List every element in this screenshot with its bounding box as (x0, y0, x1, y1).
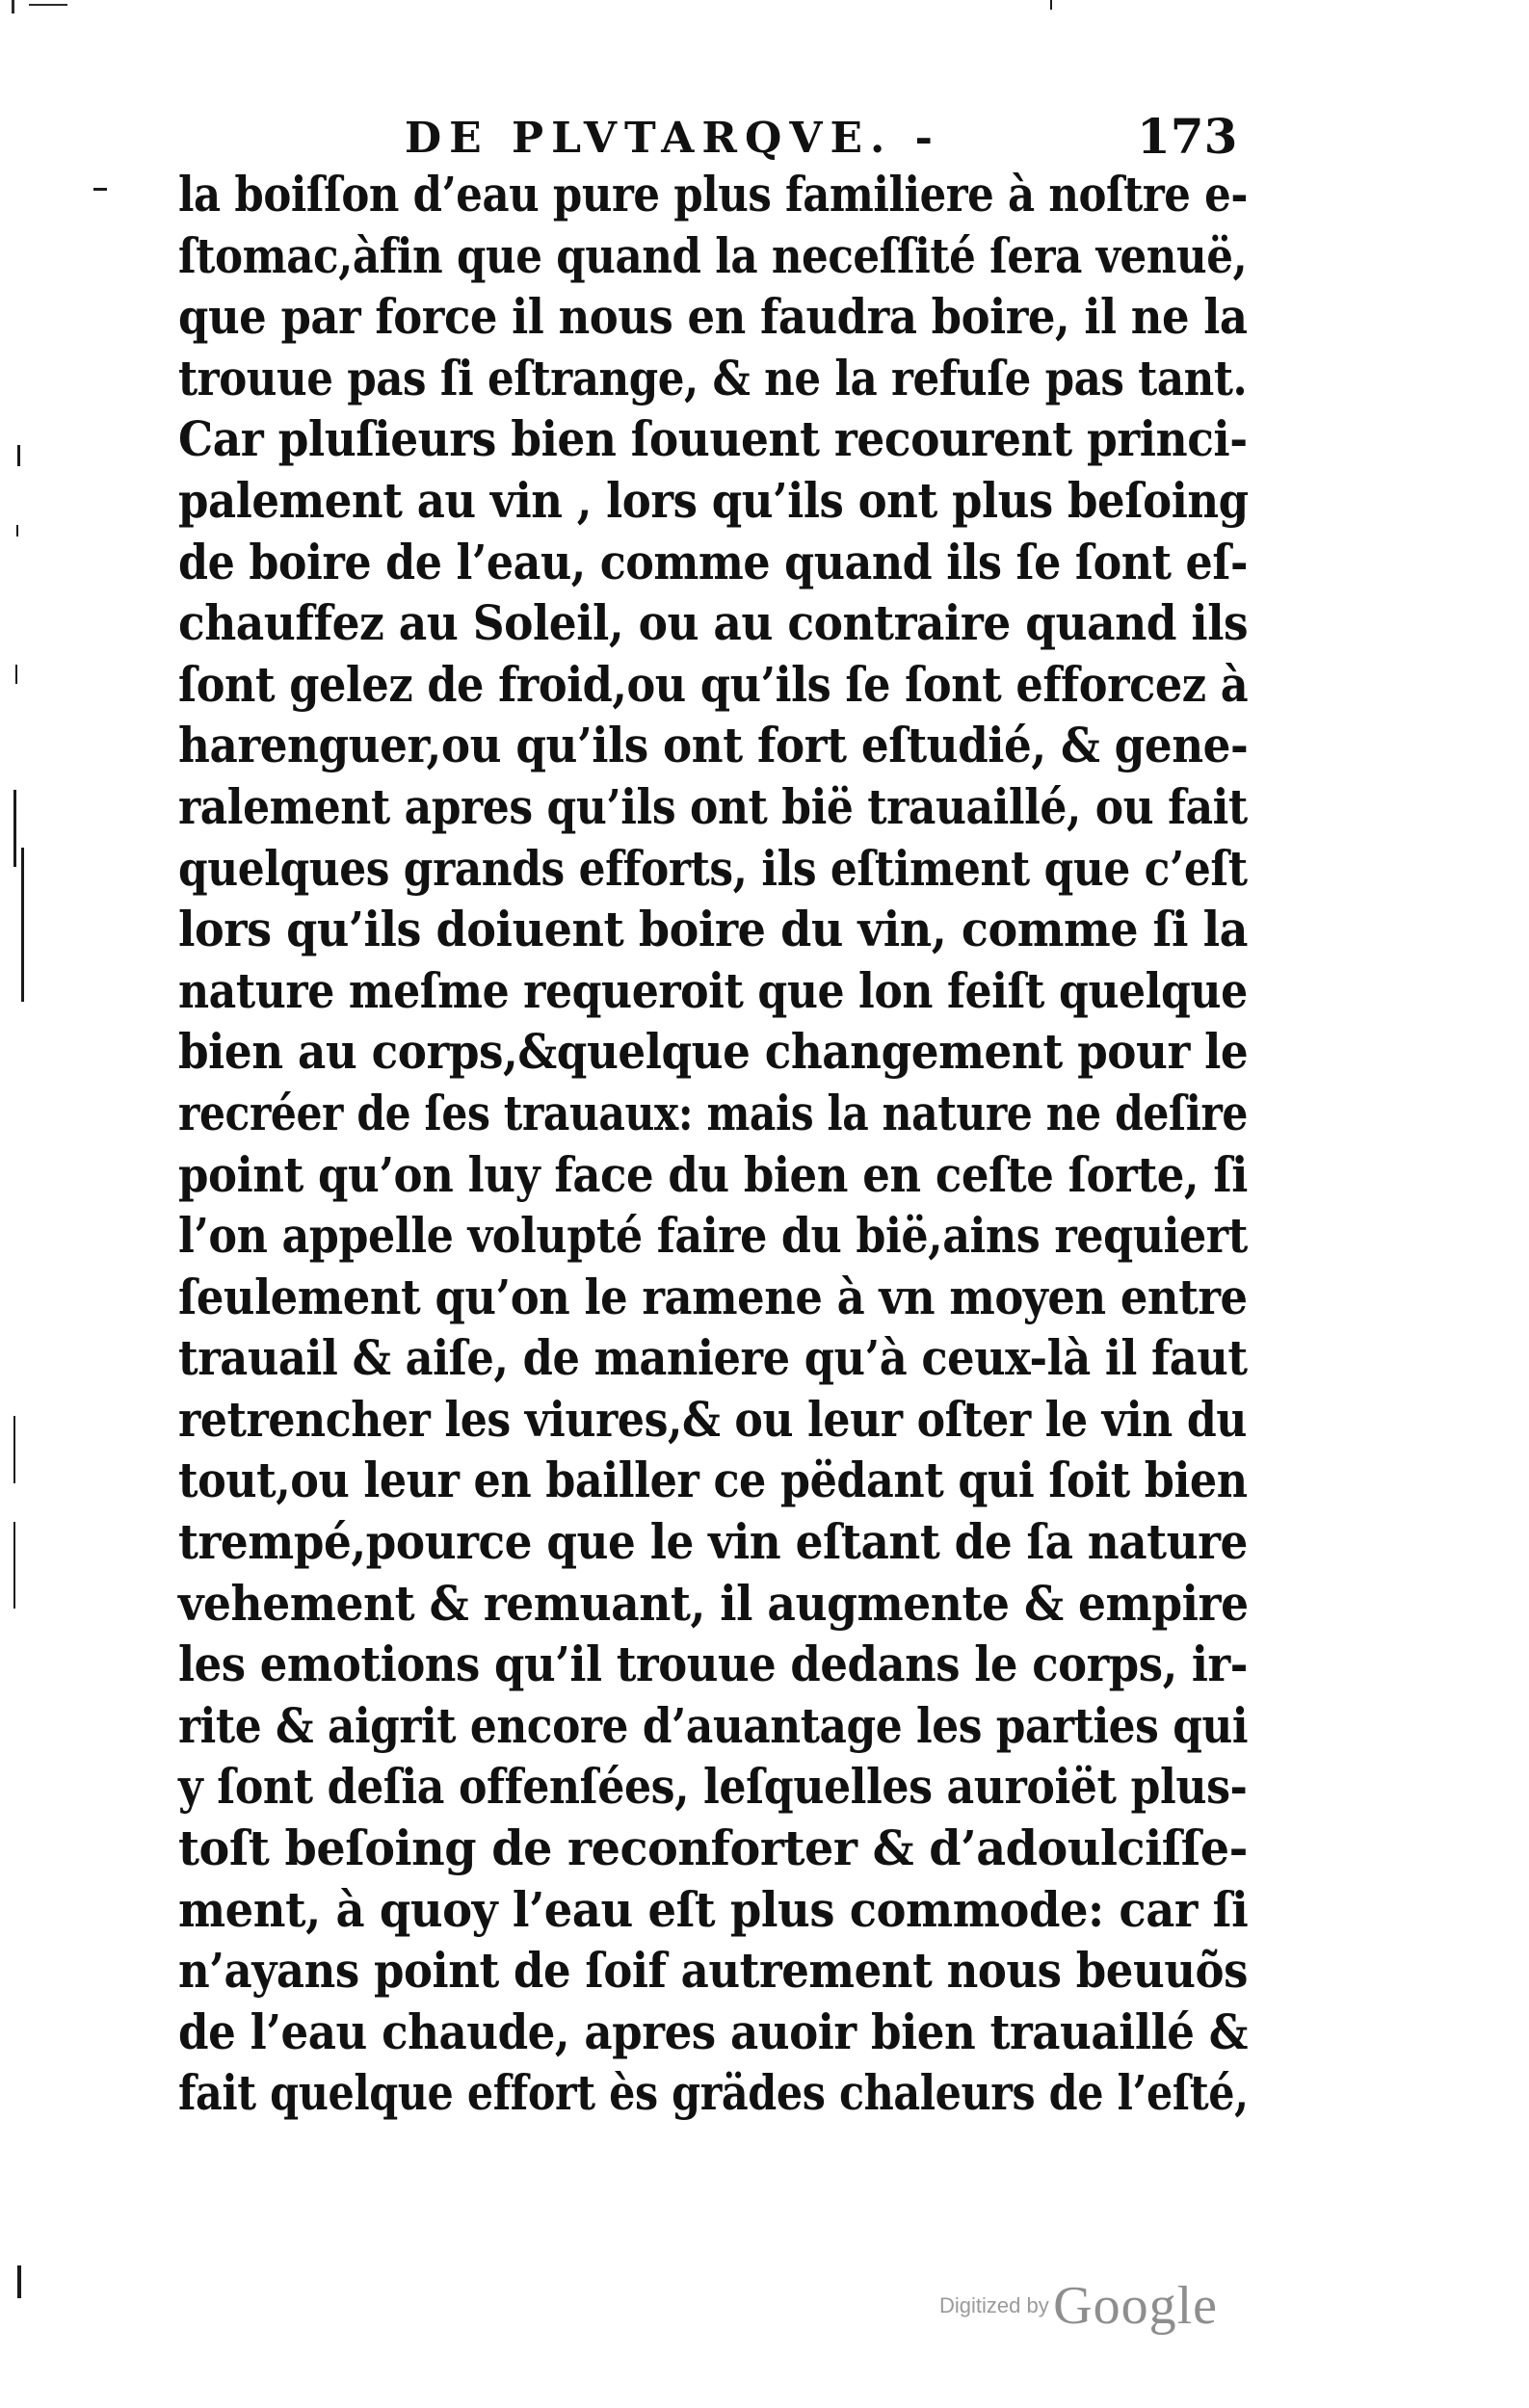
google-logo: Google (1053, 2276, 1219, 2336)
text-line: ralement apres qu’ils ont bië trauaillé, ou fait (178, 777, 1248, 835)
text-line: chauffez au Soleil, ou au contraire quand ils (178, 594, 1249, 652)
text-line: y ſont deſia offenſées, leſquelles auroiët plus- (178, 1758, 1248, 1816)
text-line: retrencher les viures,& ou leur oſter le vin du (178, 1390, 1247, 1448)
text-line: ſont gelez de froid,ou qu’ils ſe ſont efforcez à (178, 655, 1249, 713)
text-line: trempé,pource que le vin eſtant de ſa nature (178, 1513, 1248, 1571)
text-line: n’ayans point de ſoif autrement nous beuuõs (178, 1942, 1248, 2000)
text-line: point qu’on luy face du bien en ceſte ſorte, ſi (178, 1145, 1248, 1203)
text-line: Car pluſieurs bien ſouuent recourent princi- (178, 410, 1248, 468)
watermark-prefix: Digitized by (939, 2293, 1049, 2317)
text-line: bien au corps,&quelque changement pour le (178, 1023, 1249, 1081)
text-line: trauail & aiſe, de maniere qu’à ceux-là il faut (178, 1329, 1248, 1387)
text-line: palement au vin , lors qu’ils ont plus beſoing (178, 471, 1249, 529)
text-line: ſtomac,àfin que quand la neceſſité ſera venuë, (178, 226, 1248, 284)
margin-mark (13, 1522, 15, 1609)
scan-edge-mark (29, 4, 67, 6)
text-line: vehement & remuant, il augmente & empire (178, 1574, 1249, 1632)
margin-mark (21, 848, 24, 1002)
body-text (178, 164, 1248, 2124)
text-line: lors qu’ils doiuent boire du vin, comme ſi la (178, 901, 1249, 958)
text-line: tout,ou leur en bailler ce pëdant qui ſoit bien (178, 1452, 1248, 1509)
margin-mark (93, 188, 107, 191)
text-line: fait quelque effort ès grädes chaleurs de l’eſté, (178, 2064, 1249, 2122)
text-line: trouue pas ſi eſtrange, & ne la refuſe pas tant. (178, 349, 1248, 406)
margin-mark (17, 445, 20, 466)
text-line: toſt beſoing de reconforter & d’adoulciſſe- (178, 1819, 1248, 1877)
text-line: de l’eau chaude, apres auoir bien trauaillé & (178, 2002, 1248, 2060)
text-line: harenguer,ou qu’ils ont fort eſtudié, & gene- (178, 717, 1249, 774)
scan-edge-mark (12, 0, 14, 13)
text-line: quelques grands efforts, ils eſtiment que c’eſt (178, 839, 1248, 897)
google-watermark (939, 2275, 1218, 2337)
text-line: l’on appelle volupté faire du bië,ains requiert (178, 1207, 1248, 1265)
text-line: la boiſſon d’eau pure plus familiere à noſtre e- (178, 166, 1248, 222)
margin-mark (15, 665, 17, 684)
page-number: 173 (1137, 108, 1238, 165)
text-line: les emotions qu’il trouue dedans le corps, ir- (178, 1636, 1248, 1693)
text-line: nature meſme requeroit que lon feiſt quelque (178, 961, 1248, 1019)
text-line: rite & aigrit encore d’auantage les parties qui (178, 1696, 1249, 1754)
text-line: ſeulement qu’on le ramene à vn moyen entre (178, 1268, 1248, 1325)
text-line: de boire de l’eau, comme quand ils ſe ſont eſ- (178, 533, 1248, 590)
margin-mark (16, 525, 18, 537)
text-line: que par force il nous en faudra boire, il ne la (178, 288, 1248, 346)
running-title: DE PLVTARQVE. - (405, 114, 940, 163)
margin-mark (17, 2265, 21, 2298)
text-line: ment, à quoy l’eau eſt plus commode: car ſi (178, 1880, 1249, 1938)
margin-mark (13, 1416, 15, 1483)
text-line: recréer de ſes trauaux: mais la nature ne deſire (178, 1084, 1248, 1141)
margin-mark (1050, 0, 1052, 10)
margin-mark (13, 790, 16, 867)
